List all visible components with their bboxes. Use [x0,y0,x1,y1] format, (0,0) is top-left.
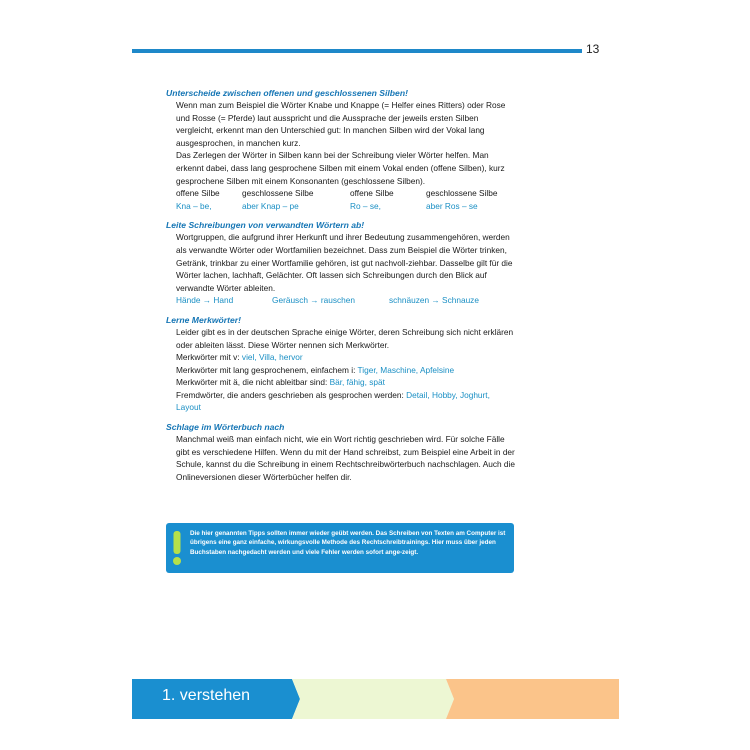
footer-segment-middle [292,679,454,719]
syllable-header: geschlossene Silbe [426,188,498,199]
section-dictionary [166,421,516,483]
exclamation-icon [170,530,184,566]
page-number: 13 [586,42,600,56]
section-heading: Leite Schreibungen von verwandten Wörtern ab! [166,220,365,231]
memory-line-text: Merkwörter mit v: [176,352,242,363]
syllable-header-row [176,187,516,200]
example-item: Hände → Hand [176,295,234,306]
tip-text: Die hier genannten Tipps sollten immer wieder geübt werden. Das Schreiben von Texten am Computer ist übrigens eine ganz einfache, wirkungsvolle Methode des Rechtschreibtrainings. Hier muss über jeden Buchstaben nachgedacht werden und viele Fehler werden sofort ange-zeigt. [190,530,506,556]
paragraph: Leider gibt es in der deutschen Sprache einige Wörter, deren Schreibung sich nicht erklären oder ableiten lässt. Diese Wörter nennen sich Merkwörter. [176,326,514,350]
section-body [166,99,516,212]
syllable-example: Kna – be, [176,200,212,211]
memory-line-text: Merkwörter mit ä, die nicht ableitbar sind: [176,377,330,388]
memory-line-examples: Tiger, Maschine, Apfelsine [357,364,455,375]
header-rule [132,49,582,53]
example-item: schnäuzen → Schnauze [389,295,479,306]
example-item: Geräusch → rauschen [272,295,356,306]
syllable-example-row [176,200,516,213]
section-body [166,433,516,483]
syllable-example: Ro – se, [350,200,381,211]
section-memory-words [166,314,516,414]
paragraph: Wortgruppen, die aufgrund ihrer Herkunft und ihrer Bedeutung zusammengehören, werden als verwandte Wörter oder Wortfamilien bezeichnet. Dass zum Beispiel die Wörter trinken, Getränk, trinkbar zu einer Wortfamilie gehören, ist gut nachvoll-ziehbar. Dasselbe gilt für die Wörter lachen, lachhaft, Gelächter. Oft lassen sich Schreibungen durch den Blick auf verwandte Wörter ableiten. [176,232,513,293]
section-body [166,231,516,307]
section-heading: Lerne Merkwörter! [166,314,241,325]
memory-line-examples: Detail, Hobby, Joghurt, Layout [176,389,490,413]
example-row [176,294,516,307]
memory-line [176,351,516,364]
section-syllables [166,87,516,212]
footer-segment-right [446,679,619,719]
paragraph: Das Zerlegen der Wörter in Silben kann bei der Schreibung vieler Wörter helfen. Man erkennt dabei, dass lang gesprochene Silben mit einem Vokal enden (offene Silben), kurz gesprochene Silben mit einem Konsonanten (geschlossene Silben). [176,150,505,186]
syllable-example: aber Ros – se [426,200,478,211]
footer-label[interactable]: 1. verstehen [162,687,251,704]
paragraph: Wenn man zum Beispiel die Wörter Knabe und Knappe (= Helfer eines Ritters) oder Rose und Rosse (= Pferde) laut ausspricht und die Aussprache der jeweils ersten Silben vergleicht, erkennt man den Unterschied gut: In manchen Silben wird der Vokal lang ausgesprochen, in manchen kurz. [176,100,506,148]
syllable-header: offene Silbe [176,188,220,199]
memory-line-examples: Bär, fähig, spät [329,377,385,388]
section-heading: Unterscheide zwischen offenen und geschlossenen Silben! [166,88,408,98]
memory-line [176,389,516,414]
syllable-example: aber Knap – pe [242,200,299,211]
paragraph: Manchmal weiß man einfach nicht, wie ein Wort richtig geschrieben wird. Für solche Fälle gibt es verschiedene Hilfen. Wenn du mit der Hand schreibst, zum Beispiel eine Arbeit in der Schule, kannst du die Schreibung in einem Rechtschreibwörterbuch nachschlagen. Auch die Onlineversionen dieser Wörterbücher helfen dir. [176,434,515,482]
syllable-header: geschlossene Silbe [242,188,314,199]
section-body [166,326,516,414]
memory-line [176,364,516,377]
footer-nav [132,679,619,719]
memory-line-text: Merkwörter mit lang gesprochenem, einfachem i: [176,364,358,375]
memory-line-examples: viel, Villa, hervor [241,352,303,363]
section-heading: Schlage im Wörterbuch nach [166,422,285,433]
memory-line-text: Fremdwörter, die anders geschrieben als gesprochen werden: [176,389,407,400]
tip-box [166,523,514,573]
memory-line [176,376,516,389]
section-word-families [166,219,516,307]
syllable-header: offene Silbe [350,188,394,199]
main-content [166,87,516,490]
